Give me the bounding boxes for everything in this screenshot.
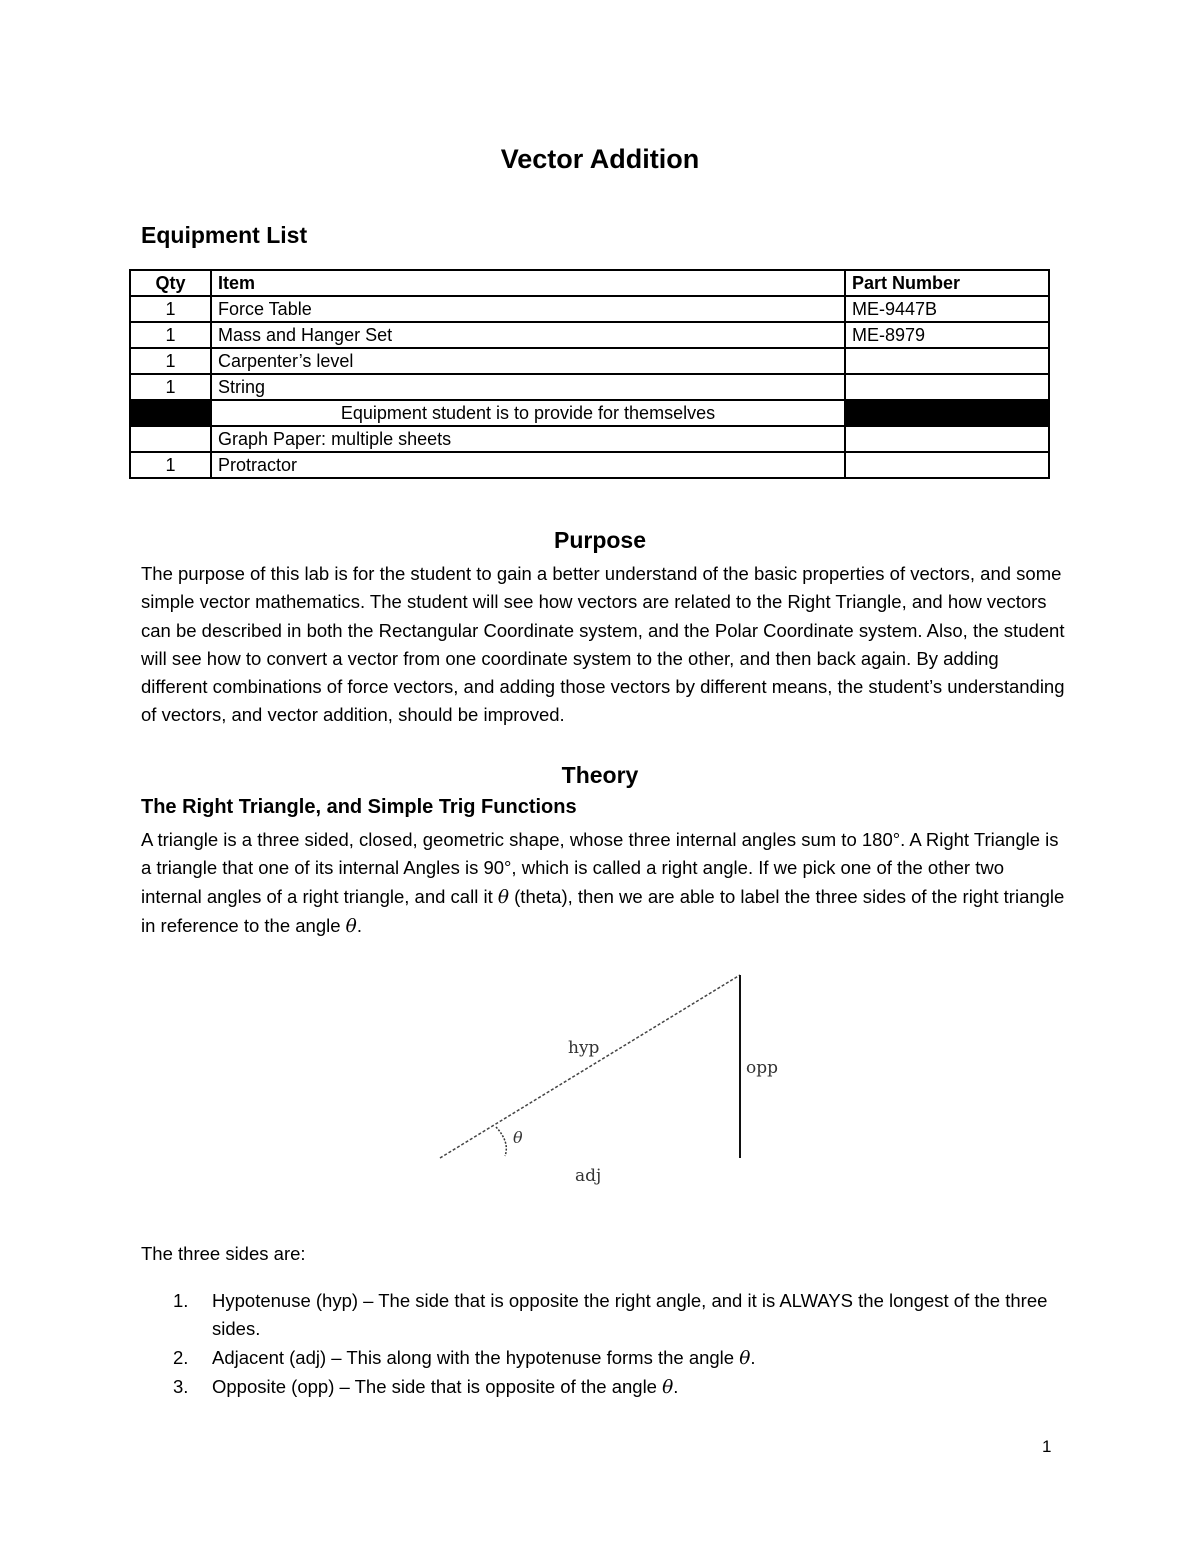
table-row (130, 426, 1049, 452)
theta-label: θ (513, 1128, 523, 1147)
column-header-part-number: Part Number (845, 270, 1049, 296)
theory-text-a: A triangle is a three sided, closed, geometric shape, whose three internal angles sum to 180°. A Right Triangle is a triangle that one of its internal Angles is 90°, which is called a right angle. If we pick one of the other two internal angles of a right triangle, and call it (141, 829, 1059, 907)
hyp-label: hyp (568, 1038, 600, 1058)
side-text: Opposite (opp) – The side that is opposite of the angle (212, 1375, 663, 1397)
table-row (130, 374, 1049, 400)
part-number-cell: ME-8979 (845, 322, 1049, 348)
side-text-end: . (750, 1346, 756, 1368)
student-provided-divider-row (130, 400, 1049, 426)
list-number: 2. (173, 1346, 189, 1368)
part-number-cell (845, 374, 1049, 400)
document-title: Vector Addition (500, 144, 700, 174)
list-item (141, 1373, 1066, 1402)
part-number-cell: ME-9447B (845, 296, 1049, 322)
side-text-end: . (673, 1375, 679, 1397)
side-text: Adjacent (adj) – This along with the hypotenuse forms the angle (212, 1346, 740, 1368)
adj-label: adj (575, 1166, 602, 1186)
table-header-row (130, 270, 1049, 296)
column-header-qty: Qty (130, 270, 211, 296)
part-number-cell (845, 426, 1049, 452)
list-item (141, 1344, 1066, 1373)
theta-symbol: θ (497, 886, 509, 908)
angle-arc (496, 1127, 506, 1156)
side-text: Hypotenuse (hyp) – The side that is opposite the right angle, and it is ALWAYS the longest of the three sides. (212, 1290, 1048, 1340)
theta-symbol: θ (662, 1376, 674, 1398)
column-header-item: Item (211, 270, 845, 296)
table-row (130, 296, 1049, 322)
theory-heading: Theory (561, 762, 639, 788)
table-row (130, 452, 1049, 478)
list-number: 3. (173, 1375, 189, 1397)
qty-cell: 1 (130, 348, 211, 374)
equipment-table (129, 269, 1050, 479)
equipment-heading: Equipment List (141, 222, 308, 248)
item-cell: Mass and Hanger Set (211, 322, 845, 348)
theory-text-b: (theta), then we are able to label the three sides of the right triangle in reference to the angle (141, 885, 1065, 936)
sides-intro: The three sides are: (141, 1243, 306, 1264)
right-triangle-figure (430, 962, 790, 1192)
qty-cell: 1 (130, 374, 211, 400)
table-row (130, 322, 1049, 348)
theory-text-c: . (356, 914, 362, 936)
black-filler-cell (845, 400, 1049, 426)
right-triangle-diagram (430, 962, 790, 1192)
list-number: 1. (173, 1290, 189, 1311)
qty-cell: 1 (130, 452, 211, 478)
theta-symbol: θ (739, 1347, 751, 1369)
purpose-paragraph: The purpose of this lab is for the student to gain a better understand of the basic properties of vectors, and some simple vector mathematics. The student will see how vectors are related to the Right Triangle, and how vectors can be described in both the Rectangular Coordinate system, and the Polar Coordinate system. Also, the student will see how to convert a vector from one coordinate system to the other, and then back again. By adding different combinations of force vectors, and adding those vectors by different means, the student’s understanding of vectors, and vector addition, should be improved. (141, 563, 1065, 726)
qty-cell: 1 (130, 296, 211, 322)
item-cell: Carpenter’s level (211, 348, 845, 374)
sides-list (141, 1287, 1066, 1402)
page-number: 1 (1042, 1437, 1052, 1456)
hypotenuse-line (440, 975, 740, 1158)
item-cell: Graph Paper: multiple sheets (211, 426, 845, 452)
qty-cell (130, 426, 211, 452)
opp-label: opp (746, 1058, 778, 1078)
theta-symbol: θ (345, 915, 357, 937)
qty-cell: 1 (130, 322, 211, 348)
purpose-heading: Purpose (553, 527, 647, 553)
item-cell: Force Table (211, 296, 845, 322)
student-provided-note: Equipment student is to provide for themselves (211, 400, 845, 426)
item-cell: Protractor (211, 452, 845, 478)
theory-paragraph (141, 826, 1066, 941)
black-filler-cell (130, 400, 211, 426)
list-item (141, 1287, 1066, 1344)
table-row (130, 348, 1049, 374)
item-cell: String (211, 374, 845, 400)
part-number-cell (845, 348, 1049, 374)
right-triangle-subheading: The Right Triangle, and Simple Trig Functions (141, 796, 577, 818)
part-number-cell (845, 452, 1049, 478)
